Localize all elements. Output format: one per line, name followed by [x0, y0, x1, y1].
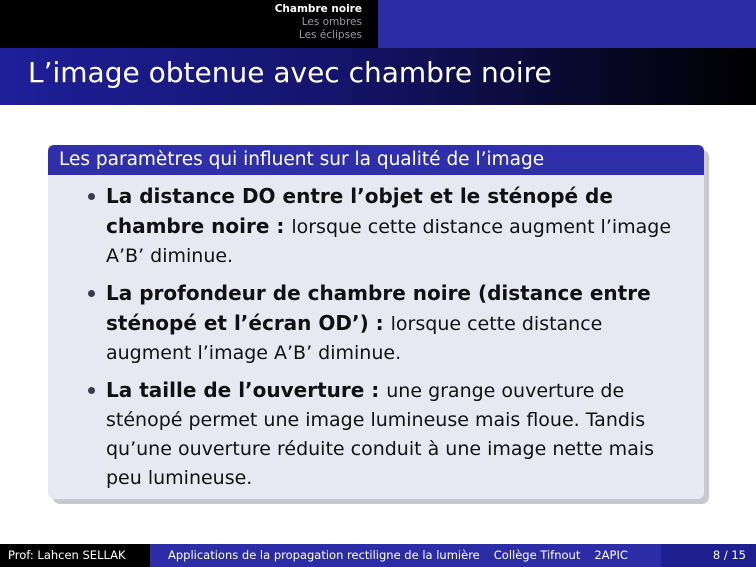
- frame-title: L’image obtenue avec chambre noire: [28, 56, 552, 89]
- bullet-icon: [88, 387, 95, 394]
- list-item-term: La taille de l’ouverture :: [106, 378, 387, 402]
- section-navigation-list: [0, 0, 378, 48]
- content-block: [48, 145, 704, 499]
- list-item-term: La distance DO entre l’objet et le sténopé de chambre noire :: [106, 184, 613, 238]
- list-item: [88, 376, 692, 493]
- block-body: [48, 175, 704, 493]
- list-item-text: lorsque cette distance augment l’image A’B’ diminue.: [106, 216, 672, 267]
- section-navigation: [0, 0, 756, 48]
- list-item: [88, 182, 692, 271]
- nav-item-les-eclipses[interactable]: Les éclipses: [298, 29, 362, 41]
- nav-item-chambre-noire[interactable]: Chambre noire: [274, 3, 362, 15]
- frame-title-bar: [0, 48, 756, 105]
- footer-school: Collège Tifnout: [493, 548, 581, 562]
- navigation-filler: [378, 0, 756, 48]
- footer: [0, 544, 756, 567]
- list-item-text: une grange ouverture de sténopé permet une image lumineuse mais floue. Tandis qu’une ouverture réduite conduit à une image nette mais peu lumineuse.: [106, 380, 655, 489]
- footer-author: Prof: Lahcen SELLAK: [0, 544, 150, 567]
- list-item-term: La profondeur de chambre noire (distance entre sténopé et l’écran OD’) :: [106, 281, 651, 335]
- page-number: 8 / 15: [661, 544, 756, 567]
- list-item-text: lorsque cette distance augment l’image A’B’ diminue.: [106, 313, 603, 364]
- list-item: [88, 279, 692, 368]
- footer-level: 2APIC: [594, 548, 628, 562]
- bullet-icon: [88, 193, 95, 200]
- footer-info: [150, 544, 661, 567]
- bullet-icon: [88, 290, 95, 297]
- block-title: Les paramètres qui influent sur la qualité de l’image: [48, 145, 704, 175]
- footer-title: Applications de la propagation rectiligne de la lumière: [168, 548, 480, 562]
- nav-item-les-ombres[interactable]: Les ombres: [301, 16, 362, 28]
